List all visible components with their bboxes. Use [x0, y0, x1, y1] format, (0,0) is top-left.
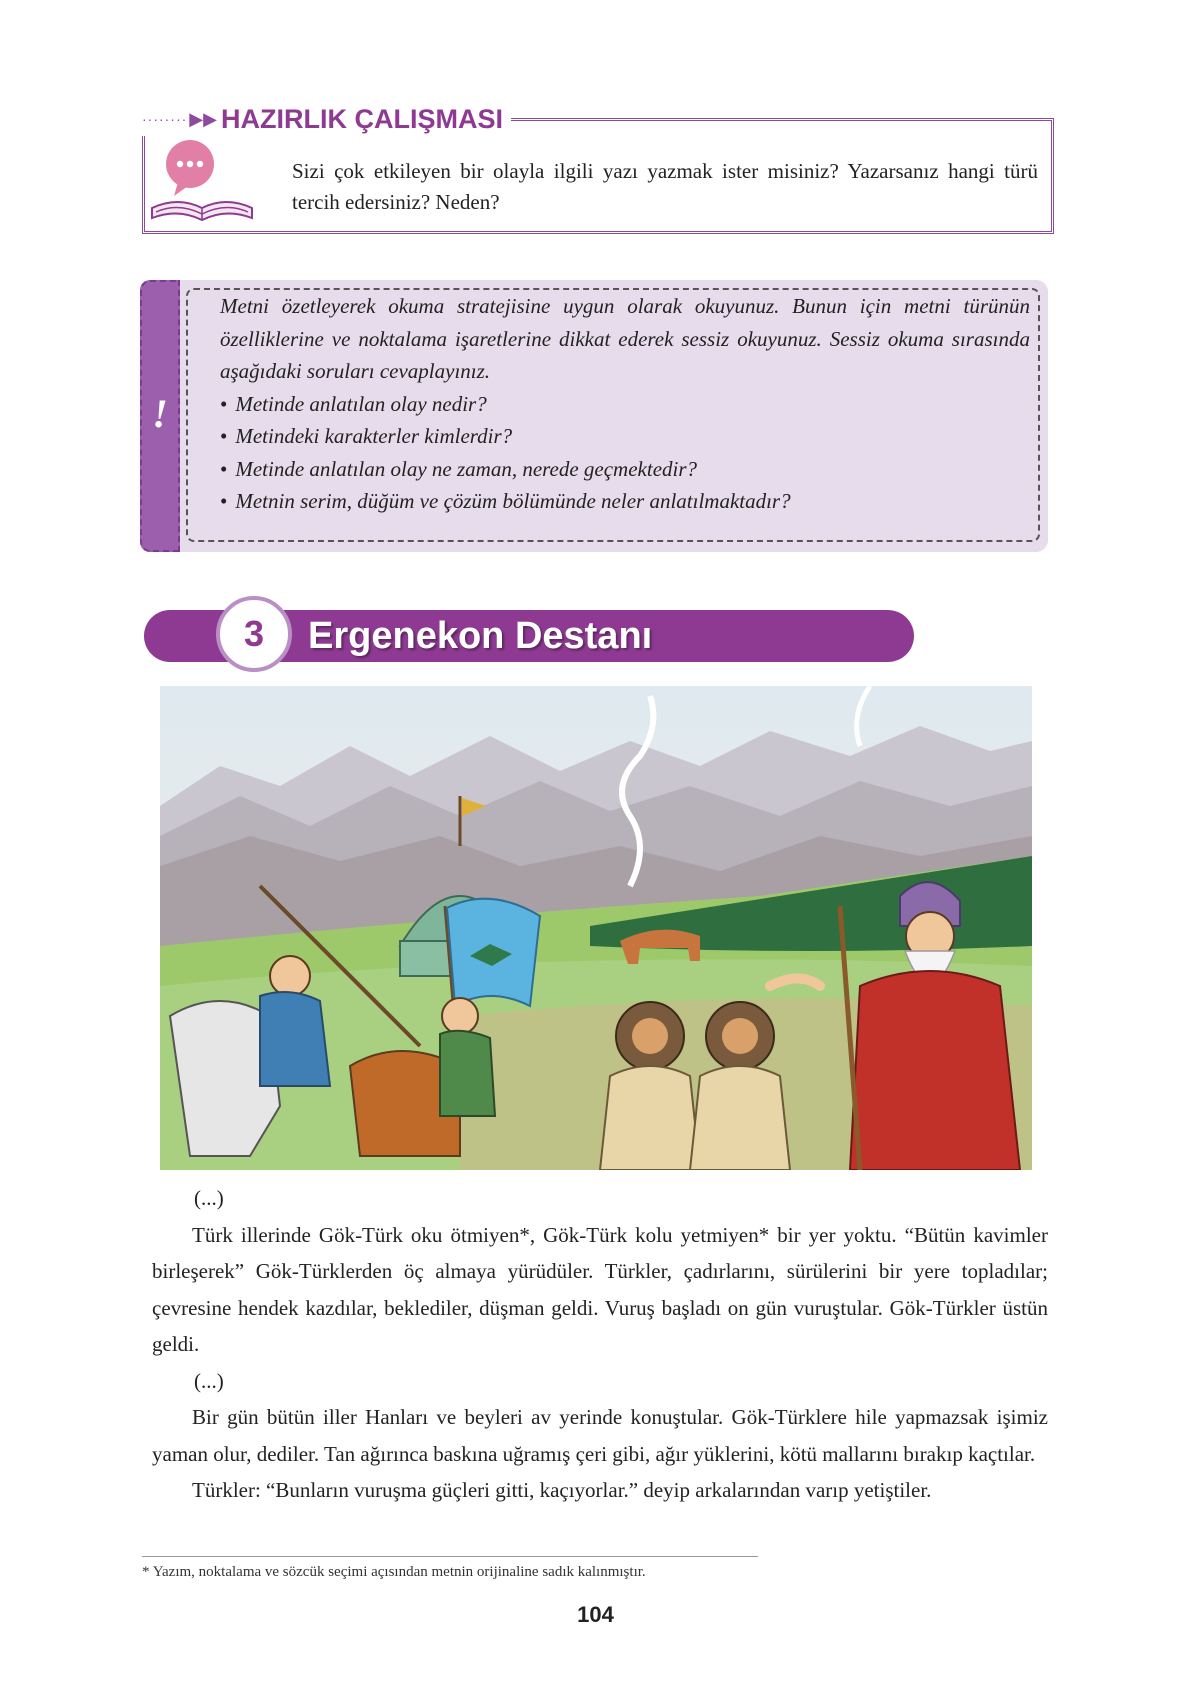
paragraph: Bir gün bütün iller Hanları ve beyleri av yerinde konuştular. Gök-Türklere hile yapmazsak işimiz yaman olur, dediler. Tan ağırınca baskına uğramış çeri gibi, ağır yüklerini, kötü mallarını bırakıp kaçtılar.	[152, 1405, 1048, 1466]
paragraph: Türk illerinde Gök-Türk oku ötmiyen*, Gök-Türk kolu yetmiyen* bir yer yoktu. “Bütün kavimler birleşerek” Gök-Türklerden öç almaya yürüdüler. Türkler, çadırlarını, sürülerini bir yere topladılar; çevresine hendek kazdılar, beklediler, düşman geldi. Vuruş başladı on gün vuruştular. Gök-Türkler üstün geldi.	[152, 1222, 1048, 1356]
section-number: 3	[243, 613, 265, 654]
list-item: • Metinde anlatılan olay nedir?	[220, 388, 1030, 421]
list-item: • Metnin serim, düğüm ve çözüm bölümünde neler anlatılmaktadır?	[220, 485, 1030, 518]
page-number: 104	[577, 1602, 614, 1627]
exclamation-icon: !	[152, 391, 168, 436]
reading-questions-list	[192, 388, 1030, 518]
speech-bubble-book-icon	[148, 138, 256, 226]
section-title: Ergenekon Destanı	[308, 615, 653, 657]
double-arrow-icon: ▶▶	[189, 108, 217, 130]
footnote-divider	[142, 1556, 758, 1557]
dotted-leader: ········	[142, 111, 188, 127]
reading-note-intro: Metni özetleyerek okuma stratejisine uygun olarak okuyunuz. Bunun için metni türünün özelliklerine ve noktalama işaretlerine dikkat ederek sessiz okuyunuz. Sessiz okuma sırasında aşağıdaki soruları cevaplayınız.	[220, 294, 1030, 383]
ergenekon-illustration	[160, 686, 1032, 1170]
footnote: * Yazım, noktalama ve sözcük seçimi açısından metnin orijinaline sadık kalınmıştır.	[142, 1564, 646, 1580]
prep-title: HAZIRLIK ÇALIŞMASI	[220, 103, 503, 134]
prep-header	[142, 102, 511, 136]
paragraph: Türkler: “Bunların vuruşma güçleri gitti, kaçıyorlar.” deyip arkalarından varıp yetiştiler.	[192, 1478, 932, 1502]
list-item: • Metinde anlatılan olay ne zaman, nerede geçmektedir?	[220, 453, 1030, 486]
paragraph: (...)	[194, 1368, 224, 1393]
paragraph: (...)	[194, 1186, 224, 1210]
reading-note-text	[192, 290, 1030, 518]
section-number-badge	[216, 596, 292, 672]
prep-question-text: Sizi çok etkileyen bir olayla ilgili yazı yazmak ister misiniz? Yazarsanız hangi türü tercih edersiniz? Neden?	[292, 159, 1038, 214]
story-text	[152, 1180, 1048, 1509]
prep-question	[262, 156, 1038, 218]
list-item: • Metindeki karakterler kimlerdir?	[220, 420, 1030, 453]
